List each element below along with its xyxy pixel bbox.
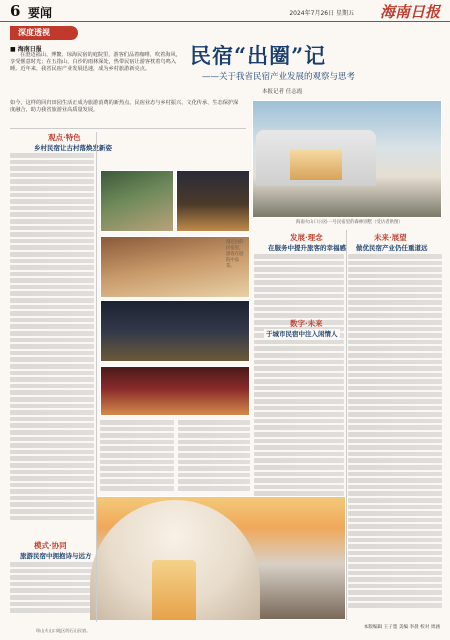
- collage-caption: 澄迈县的民宿里，游客在庭院中品茶。: [226, 240, 244, 269]
- divider: [10, 128, 246, 129]
- section-name: 要闻: [28, 6, 53, 20]
- page-header: [0, 0, 450, 22]
- col3-kicker: 未来·展望: [374, 233, 407, 242]
- col2-kicker: 发展·理念: [290, 233, 323, 242]
- photo-lounge: [100, 300, 250, 362]
- subheadline: ——关于我省民宿产业发展的观察与思考: [202, 72, 356, 82]
- col5-kicker: 数字·未来: [290, 319, 323, 328]
- col1-body: [10, 153, 94, 537]
- intro-kicker: ■ 海南日报: [10, 46, 42, 53]
- issue-date: 2024年7月26日 星期五: [289, 10, 354, 17]
- photo-pavilion: [176, 170, 250, 232]
- page-number: 6: [10, 2, 21, 20]
- byline: 本报记者 任志霞: [262, 89, 303, 95]
- photo-caption-footer: 琼山火山口地区的石山民宿。: [36, 628, 91, 633]
- section-tag: 深度透视: [10, 26, 78, 40]
- newspaper-logo: 海南日报: [379, 3, 440, 21]
- column-divider: [96, 132, 97, 622]
- house-photo-caption: 海南火山口公园·一号民宿里的森林别墅（受访者供图）: [296, 220, 403, 225]
- col2-body-b: [178, 420, 250, 502]
- column-divider: [346, 230, 347, 620]
- house-window: [290, 150, 342, 180]
- col2-title: 在服务中提升旅客的幸福感: [268, 244, 346, 252]
- col1-kicker: 观点·特色: [48, 133, 81, 142]
- editor-credits: 本版编辑 王子墨 美编 李晨 校对 周涵: [363, 625, 440, 630]
- dome-door: [152, 560, 196, 620]
- intro-paragraph: 在澄迈福山、博鳌、琼海民宿的庭院里，游客们品着咖啡，吹着海风，享受惬意时光；在五指山、白沙的雨林深处，热带民宿让游客枕着鸟鸣入睡。近年来，我省民宿产业发展迅速，成为乡村旅游新亮点。: [10, 52, 181, 73]
- col5-title: 于城市民宿中注入闲情人: [266, 330, 338, 338]
- col2-body-a: [100, 420, 174, 502]
- col3-body: [348, 254, 442, 618]
- intro-note: 如今，这样的回归田园生活正成为旅游消费的新热点。民宿业态与乡村振兴、文化传承、生态保护深度融合，助力我省旅游业高质量发展。: [10, 100, 239, 113]
- photo-courtyard: [100, 170, 174, 232]
- col4-body: [10, 562, 94, 622]
- headline: 民宿“出圈”记: [190, 43, 327, 68]
- col4-title: 旅游民宿中拥抱诗与远方: [20, 552, 92, 560]
- col3-title: 做优民宿产业仍任重道远: [356, 244, 428, 252]
- col4-kicker: 模式·协同: [34, 541, 67, 550]
- col2-body: [254, 254, 344, 504]
- col1-title: 乡村民宿让古村落焕发新姿: [34, 144, 112, 152]
- photo-lanterns: [100, 366, 250, 416]
